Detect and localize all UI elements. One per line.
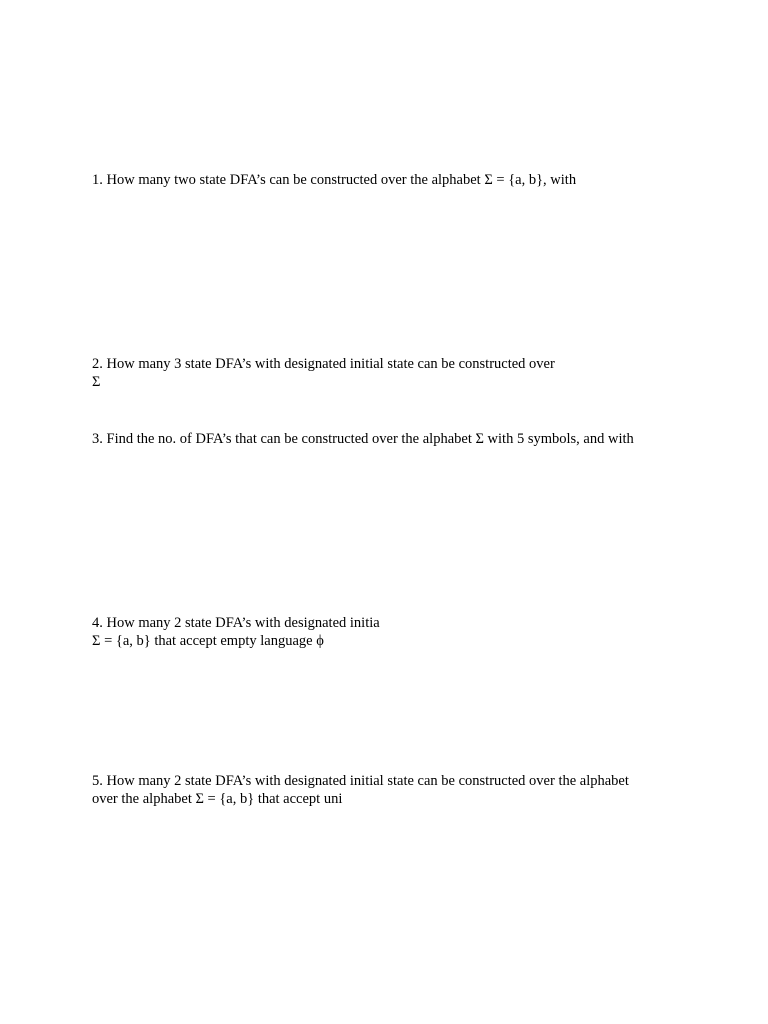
question-4-line-1: 4. How many 2 state DFA’s with designated initia <box>92 615 380 631</box>
question-3 <box>92 430 732 448</box>
question-4-line-2: Σ = {a, b} that accept empty language ϕ <box>92 633 324 649</box>
question-2-line-2: Σ <box>92 374 101 390</box>
question-2-line-1: 2. How many 3 state DFA’s with designated initial state can be constructed over <box>92 356 555 372</box>
question-1 <box>92 171 732 189</box>
question-5-line-1: 5. How many 2 state DFA’s with designated initial state can be constructed over the alphabet <box>92 773 629 789</box>
question-5-line-2: over the alphabet Σ = {a, b} that accept uni <box>92 791 343 807</box>
question-4 <box>92 614 732 650</box>
question-3-line-1: 3. Find the no. of DFA’s that can be constructed over the alphabet Σ with 5 symbols, and with <box>92 431 634 447</box>
question-5 <box>92 772 732 808</box>
question-1-line-1: 1. How many two state DFA’s can be constructed over the alphabet Σ = {a, b}, with <box>92 172 577 188</box>
question-2 <box>92 355 732 391</box>
